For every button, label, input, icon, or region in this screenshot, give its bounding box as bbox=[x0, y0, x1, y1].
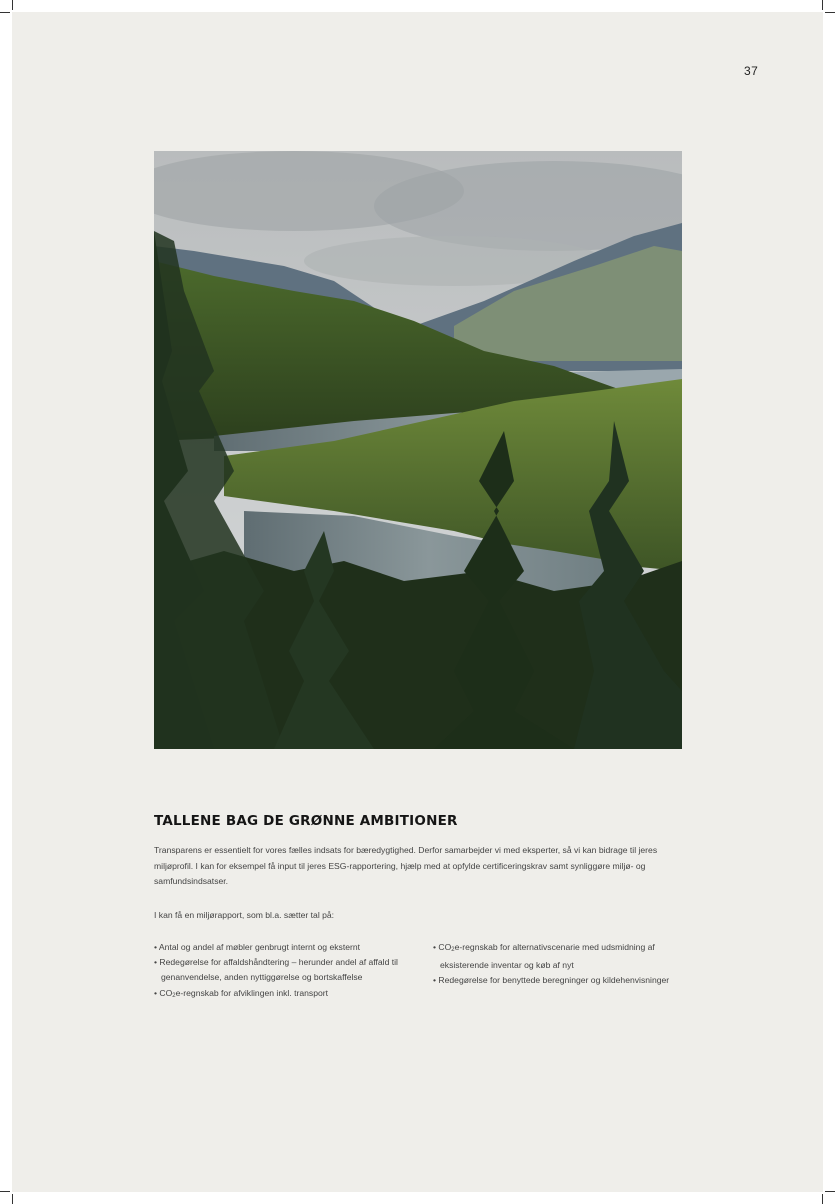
bullet: • bbox=[433, 942, 439, 952]
intro-paragraph: Transparens er essentielt for vores fælles indsats for bæredygtighed. Derfor samarbejder vi med eksperter, så vi kan bidrage til jeres miljøprofil. I kan for eksempel få input til jeres ESG-rapportering, hjælp med at opfylde certificeringskrav samt synliggøre miljø- og samfundsindsatser. bbox=[154, 845, 658, 886]
bullet: • bbox=[433, 975, 439, 986]
list-item-text: Antal og andel af møbler genbrugt internt og eksternt bbox=[158, 942, 361, 952]
co2-subscript: 2 bbox=[451, 947, 455, 953]
co2-subscript: 2 bbox=[172, 992, 176, 999]
co2-prefix: CO bbox=[159, 987, 173, 998]
crop-mark bbox=[822, 0, 823, 10]
bullet: • bbox=[154, 957, 160, 968]
bullet: • bbox=[154, 942, 159, 952]
page-number: 37 bbox=[744, 64, 759, 78]
list-lead-text: I kan få en miljørapport, som bl.a. sætter tal på: bbox=[154, 910, 335, 920]
list-item-text: e-regnskab for alternativscenarie med udsmidning af eksisterende inventar og køb af nyt bbox=[440, 942, 655, 971]
crop-mark bbox=[822, 1194, 823, 1204]
section-title: TALLENE BAG DE GRØNNE AMBITIONER bbox=[154, 813, 458, 829]
list-item bbox=[154, 986, 429, 1004]
mountain-lake-forest-photo bbox=[154, 151, 682, 749]
crop-mark bbox=[12, 0, 13, 10]
bullet-list-left bbox=[154, 940, 429, 1004]
list-item bbox=[154, 955, 429, 985]
co2-prefix: CO bbox=[438, 942, 452, 952]
crop-mark bbox=[0, 1191, 10, 1192]
crop-mark bbox=[825, 12, 835, 13]
list-item-text: Redegørelse for benyttede beregninger og kildehenvisninger bbox=[438, 975, 670, 986]
list-item bbox=[154, 940, 429, 955]
crop-mark bbox=[0, 12, 10, 13]
list-item bbox=[433, 973, 693, 988]
bullet-list-right bbox=[433, 940, 693, 989]
bullet: • bbox=[154, 987, 160, 998]
list-item-text: e-regnskab for afviklingen inkl. transport bbox=[175, 987, 329, 998]
list-item bbox=[433, 940, 693, 973]
list-item-text: Redegørelse for affaldshåndtering – herunder andel af affald til genanvendelse, anden nyttiggørelse og bortskaffelse bbox=[159, 957, 398, 983]
crop-mark bbox=[825, 1191, 835, 1192]
crop-mark bbox=[12, 1194, 13, 1204]
